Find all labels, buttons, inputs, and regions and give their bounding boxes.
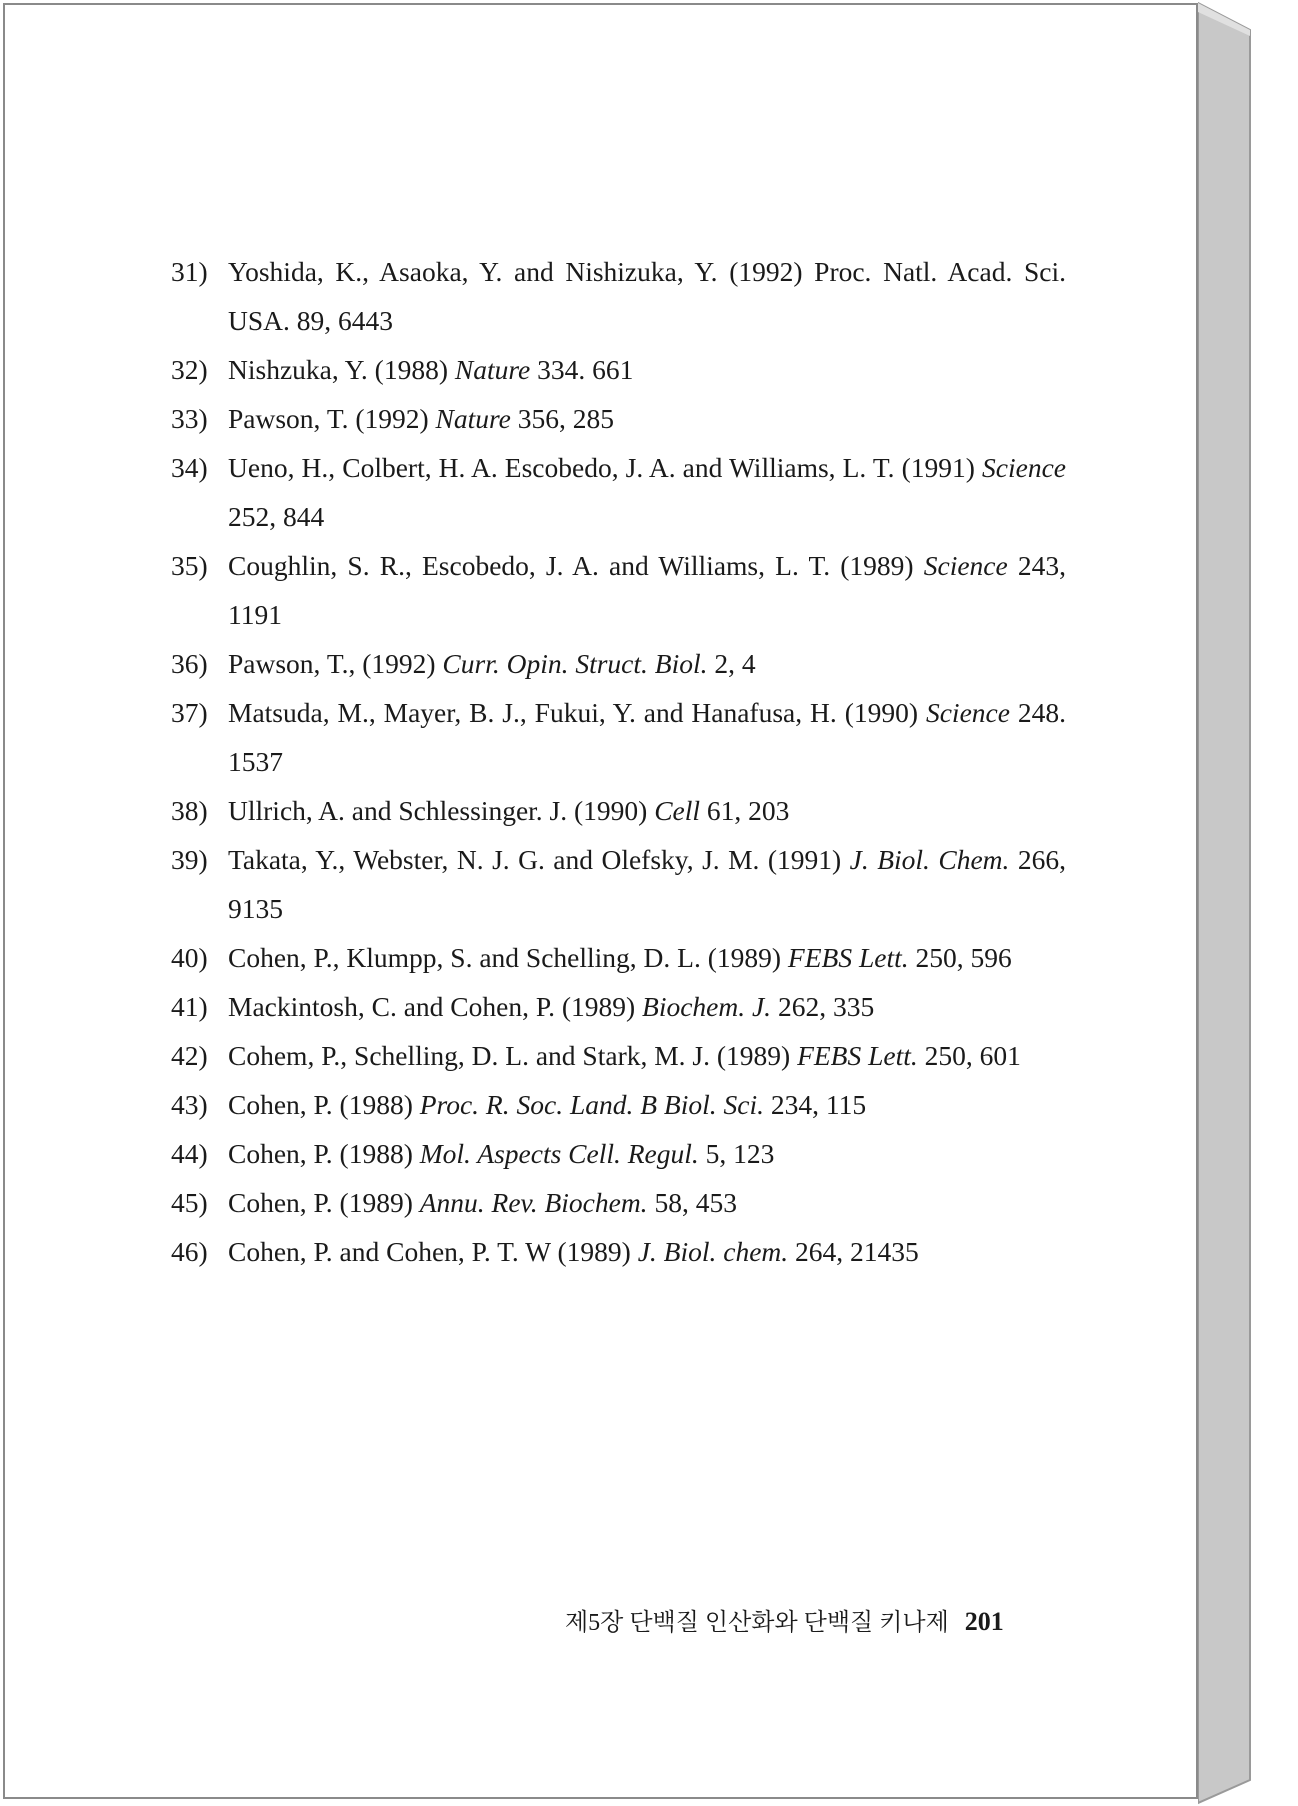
- reference-authors: Takata, Y., Webster, N. J. G. and Olefsky, J. M. (1991): [228, 844, 850, 875]
- reference-journal: Science: [923, 550, 1008, 581]
- reference-volume-pages: 250, 601: [917, 1040, 1021, 1071]
- reference-volume-pages: 243, 1191: [228, 550, 1067, 630]
- book-spine-graphic: [1198, 0, 1298, 1806]
- reference-number: 40): [171, 942, 208, 973]
- reference-item: [171, 1227, 1066, 1276]
- reference-journal: Curr. Opin. Struct. Biol.: [442, 648, 708, 679]
- reference-item: [171, 688, 1066, 786]
- reference-item: [171, 345, 1066, 394]
- reference-authors: Mackintosh, C. and Cohen, P. (1989): [228, 991, 643, 1022]
- reference-item: [171, 1178, 1066, 1227]
- reference-volume-pages: 234, 115: [763, 1089, 867, 1120]
- reference-volume-pages: 250, 596: [908, 942, 1012, 973]
- reference-number: 31): [171, 256, 208, 287]
- reference-item: [171, 247, 1066, 345]
- reference-volume-pages: 264, 21435: [788, 1236, 919, 1267]
- reference-journal: Mol. Aspects Cell. Regul.: [419, 1138, 699, 1169]
- reference-journal: Nature: [454, 354, 531, 385]
- reference-volume-pages: 61, 203: [700, 795, 790, 826]
- reference-authors: Cohen, P., Klumpp, S. and Schelling, D. L. (1989): [228, 942, 788, 973]
- page-footer: [565, 1602, 1045, 1637]
- reference-volume-pages: 58, 453: [647, 1187, 737, 1218]
- reference-number: 32): [171, 354, 208, 385]
- reference-item: [171, 1129, 1066, 1178]
- reference-volume-pages: 248. 1537: [228, 697, 1066, 777]
- page-edge-shadow: [1198, 0, 1298, 1806]
- chapter-title: 제5장 단백질 인산화와 단백질 키나제: [565, 1610, 949, 1636]
- reference-volume-pages: 252, 844: [228, 501, 325, 532]
- reference-volume-pages: 334. 661: [530, 354, 634, 385]
- page-number: 201: [964, 1607, 1004, 1636]
- reference-authors: Cohen, P. (1989): [228, 1187, 420, 1218]
- reference-number: 37): [171, 697, 208, 728]
- reference-item: [171, 786, 1066, 835]
- reference-authors: Ueno, H., Colbert, H. A. Escobedo, J. A. and Williams, L. T. (1991): [228, 452, 983, 483]
- reference-number: 34): [171, 452, 208, 483]
- reference-authors: Yoshida, K., Asaoka, Y. and Nishizuka, Y. (1992) Proc. Natl. Acad. Sci. USA. 89, 6443: [228, 256, 1066, 336]
- reference-journal: Annu. Rev. Biochem.: [419, 1187, 648, 1218]
- reference-item: [171, 1031, 1066, 1080]
- reference-number: 43): [171, 1089, 208, 1120]
- reference-journal: Science: [982, 452, 1066, 483]
- reference-authors: Cohen, P. (1988): [228, 1138, 420, 1169]
- reference-journal: Nature: [435, 403, 511, 434]
- reference-item: [171, 541, 1066, 639]
- reference-authors: Matsuda, M., Mayer, B. J., Fukui, Y. and Hanafusa, H. (1990): [228, 697, 926, 728]
- reference-number: 44): [171, 1138, 208, 1169]
- reference-journal: J. Biol. Chem.: [849, 844, 1010, 875]
- reference-authors: Cohen, P. (1988): [228, 1089, 420, 1120]
- reference-list: [171, 247, 1066, 1276]
- reference-volume-pages: 2, 4: [707, 648, 756, 679]
- reference-number: 41): [171, 991, 208, 1022]
- reference-journal: Cell: [654, 795, 701, 826]
- reference-authors: Pawson, T., (1992): [228, 648, 443, 679]
- reference-journal: Biochem. J.: [642, 991, 772, 1022]
- reference-volume-pages: 356, 285: [510, 403, 615, 434]
- reference-journal: Proc. R. Soc. Land. B Biol. Sci.: [419, 1089, 764, 1120]
- reference-journal: FEBS Lett.: [797, 1040, 918, 1071]
- reference-item: [171, 639, 1066, 688]
- reference-authors: Coughlin, S. R., Escobedo, J. A. and Williams, L. T. (1989): [228, 550, 924, 581]
- reference-authors: Nishzuka, Y. (1988): [228, 354, 455, 385]
- reference-authors: Ullrich, A. and Schlessinger. J. (1990): [228, 795, 655, 826]
- reference-number: 35): [171, 550, 208, 581]
- reference-item: [171, 394, 1066, 443]
- reference-item: [171, 443, 1066, 541]
- reference-number: 33): [171, 403, 208, 434]
- reference-journal: J. Biol. chem.: [637, 1236, 789, 1267]
- reference-number: 42): [171, 1040, 208, 1071]
- reference-item: [171, 835, 1066, 933]
- reference-authors: Pawson, T. (1992): [228, 403, 436, 434]
- reference-item: [171, 933, 1066, 982]
- reference-item: [171, 982, 1066, 1031]
- reference-number: 45): [171, 1187, 208, 1218]
- reference-authors: Cohem, P., Schelling, D. L. and Stark, M. J. (1989): [228, 1040, 798, 1071]
- reference-number: 38): [171, 795, 208, 826]
- document-page: [3, 3, 1198, 1799]
- reference-number: 39): [171, 844, 208, 875]
- reference-item: [171, 1080, 1066, 1129]
- reference-journal: Science: [925, 697, 1010, 728]
- reference-journal: FEBS Lett.: [787, 942, 909, 973]
- reference-number: 46): [171, 1236, 208, 1267]
- reference-number: 36): [171, 648, 208, 679]
- reference-volume-pages: 5, 123: [698, 1138, 775, 1169]
- reference-authors: Cohen, P. and Cohen, P. T. W (1989): [228, 1236, 638, 1267]
- reference-volume-pages: 266, 9135: [228, 844, 1067, 924]
- reference-volume-pages: 262, 335: [771, 991, 875, 1022]
